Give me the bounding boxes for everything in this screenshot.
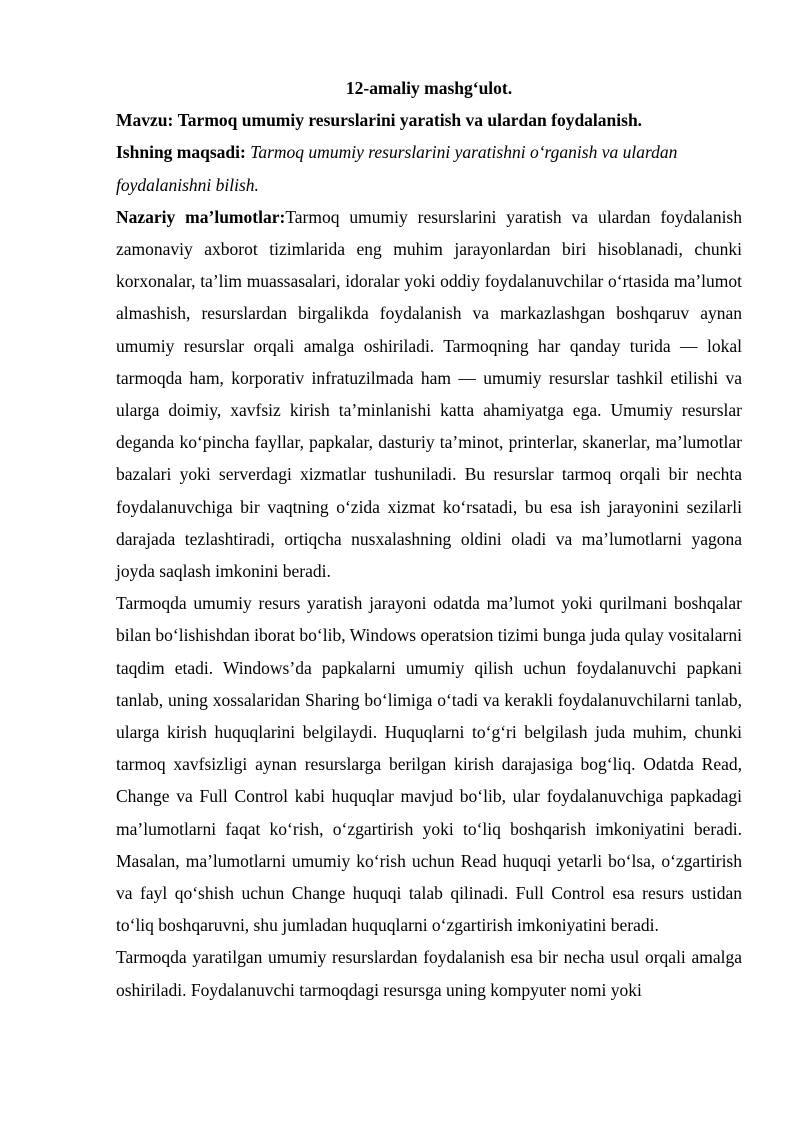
goal-label: Ishning maqsadi: <box>116 142 246 163</box>
goal-text: Tarmoq umumiy resurslarini yaratishni o‘rganish va ulardan foydalanishni bilish. <box>116 142 678 195</box>
document-title: 12-amaliy mashg‘ulot. <box>345 78 513 98</box>
document-page <box>116 72 742 1006</box>
topic-label: Mavzu: <box>116 110 174 131</box>
topic-text: Tarmoq umumiy resurslarini yaratish va ulardan foydalanish. <box>177 110 643 131</box>
paragraph-1-text: Tarmoq umumiy resurslarini yaratish va ulardan foydalanish zamonaviy axborot tizimlarida eng muhim jarayonlardan biri hisoblanadi, chunki korxonalar, ta’lim muassasalari, idoralar yoki oddiy foydalanuvchilar o‘rtasida ma’lumot almashish, resurslardan birgalikda foydalanish va markazlashgan boshqaruv aynan umumiy resurslar orqali amalga oshiriladi. Tarmoqning har qanday turida — lokal tarmoqda ham, korporativ infratuzilmada ham — umumiy resurslar tashkil etilishi va ularga doimiy, xavfsiz kirish ta’minlanishi katta ahamiyatga ega. Umumiy resurslar deganda ko‘pincha fayllar, papkalar, dasturiy ta’minot, printerlar, skanerlar, ma’lumotlar bazalari yoki serverdagi xizmatlar tushuniladi. Bu resurslar tarmoq orqali bir nechta foydalanuvchiga bir vaqtning o‘zida xizmat ko‘rsatadi, bu esa ish jarayonini sezilarli darajada tezlashtiradi, ortiqcha nusxalashning oldini oladi va ma’lumotlarni yagona joyda saqlash imkonini beradi. <box>116 206 742 582</box>
goal-line <box>116 136 742 200</box>
topic-line <box>116 104 742 136</box>
theory-paragraph <box>116 201 742 587</box>
paragraph-2: Tarmoqda umumiy resurs yaratish jarayoni odatda ma’lumot yoki qurilmani boshqalar bilan bo‘lishishdan iborat bo‘lib, Windows operatsion tizimi bunga juda qulay vositalarni taqdim etadi. Windows’da papkalarni umumiy qilish uchun foydalanuvchi papkani tanlab, uning xossalaridan Sharing bo‘limiga o‘tadi va kerakli foydalanuvchilarni tanlab, ularga kirish huquqlarini belgilaydi. Huquqlarni to‘g‘ri belgilash juda muhim, chunki tarmoq xavfsizligi aynan resurslarga berilgan kirish darajasiga bog‘liq. Odatda Read, Change va Full Control kabi huquqlar mavjud bo‘lib, ular foydalanuvchiga papkadagi ma’lumotlarni faqat ko‘rish, o‘zgartirish yoki to‘liq boshqarish imkoniyatini beradi. Masalan, ma’lumotlarni umumiy ko‘rish uchun Read huquqi yetarli bo‘lsa, o‘zgartirish va fayl qo‘shish uchun Change huquqi talab qilinadi. Full Control esa resurs ustidan to‘liq boshqaruvni, shu jumladan huquqlarni o‘zgartirish imkoniyatini beradi. <box>116 593 742 936</box>
paragraph-3: Tarmoqda yaratilgan umumiy resurslardan foydalanish esa bir necha usul orqali amalga oshiriladi. Foydalanuvchi tarmoqdagi resursga uning kompyuter nomi yoki <box>116 947 742 1000</box>
theory-label: Nazariy ma’lumotlar: <box>116 206 286 227</box>
